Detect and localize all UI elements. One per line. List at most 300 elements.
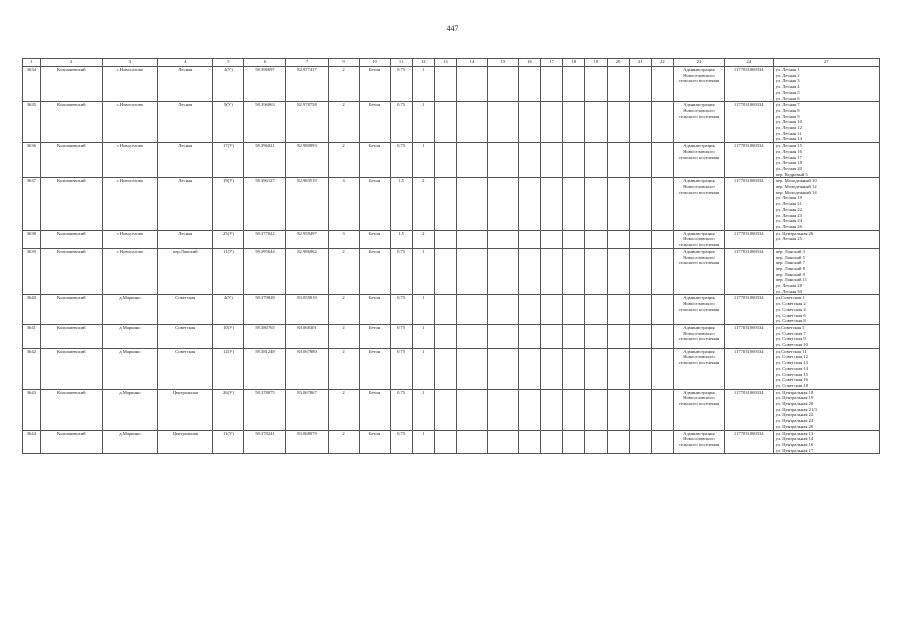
- address-line: ул. Лесная 7: [775, 102, 800, 108]
- address-line: ул. Лесная 15: [775, 143, 802, 149]
- empty-cell: [434, 143, 456, 178]
- empty-cell: [585, 324, 607, 348]
- address-line: ул. Лесная 4: [775, 84, 800, 90]
- bin-count-cell: 1: [412, 143, 434, 178]
- empty-cell: [487, 102, 518, 143]
- address-line: ул. Лесная 5: [775, 89, 800, 95]
- district-cell: Колпашевский: [40, 324, 102, 348]
- address-line: ул. Центральная 24: [775, 418, 814, 424]
- served-addresses-cell: [773, 178, 879, 230]
- container-count-cell: 3: [328, 230, 359, 248]
- container-count-cell: 2: [328, 67, 359, 102]
- district-cell: Колпашевский: [40, 348, 102, 389]
- latitude-cell: 58.396063: [244, 102, 286, 143]
- empty-cell: [456, 430, 487, 454]
- street-cell: Лесная: [158, 102, 213, 143]
- ogrn-cell: 1177031069334: [724, 178, 773, 230]
- address-line: ул. Центральная 26: [775, 230, 814, 236]
- empty-cell: [456, 178, 487, 230]
- ogrn-cell: 1177031069334: [724, 295, 773, 325]
- area-cell: 1.5: [390, 178, 412, 230]
- empty-cell: [651, 67, 673, 102]
- settlement-cell: с.Новоселово: [102, 248, 157, 295]
- table-row: [23, 102, 880, 143]
- row-id-cell: 3643: [23, 389, 41, 430]
- empty-cell: [563, 348, 585, 389]
- settlement-cell: с.Новоселово: [102, 230, 157, 248]
- column-number-header: 22: [651, 59, 673, 67]
- district-cell: Колпашевский: [40, 430, 102, 454]
- house-cell: 10(У): [213, 324, 244, 348]
- longitude-cell: 83.068301: [286, 324, 328, 348]
- empty-cell: [434, 230, 456, 248]
- container-count-cell: 2: [328, 295, 359, 325]
- empty-cell: [585, 295, 607, 325]
- empty-cell: [434, 178, 456, 230]
- address-line: ул. Лесная 11: [775, 130, 802, 136]
- container-count-cell: 2: [328, 389, 359, 430]
- administration-cell: Администрация Новоселовского сельского поселения: [673, 324, 724, 348]
- street-cell: Лесная: [158, 67, 213, 102]
- address-line: ул. Центральная 22: [775, 412, 814, 418]
- empty-cell: [651, 430, 673, 454]
- latitude-cell: 58.380765: [244, 324, 286, 348]
- longitude-cell: 83.059019: [286, 295, 328, 325]
- empty-cell: [651, 324, 673, 348]
- served-addresses-cell: [773, 430, 879, 454]
- address-line: ул. Центральная 13: [775, 430, 814, 436]
- settlement-cell: с.Новоселово: [102, 178, 157, 230]
- empty-cell: [434, 248, 456, 295]
- empty-cell: [585, 102, 607, 143]
- ogrn-cell: 1177031069334: [724, 430, 773, 454]
- longitude-cell: 82.986962: [286, 248, 328, 295]
- area-cell: 0.75: [390, 67, 412, 102]
- column-number-header: 4: [158, 59, 213, 67]
- longitude-cell: 82.977417: [286, 67, 328, 102]
- column-number-header: 15: [487, 59, 518, 67]
- empty-cell: [434, 324, 456, 348]
- address-line: ул. Центральная 17: [775, 447, 814, 453]
- administration-cell: Администрация Новоселовского сельского поселения: [673, 295, 724, 325]
- ogrn-cell: 1177031069334: [724, 143, 773, 178]
- table-row: [23, 248, 880, 295]
- empty-cell: [541, 67, 563, 102]
- empty-cell: [585, 430, 607, 454]
- row-id-cell: 3637: [23, 178, 41, 230]
- empty-cell: [651, 389, 673, 430]
- served-addresses-cell: [773, 67, 879, 102]
- bin-count-cell: 1: [412, 348, 434, 389]
- empty-cell: [487, 324, 518, 348]
- latitude-cell: 58.396697: [244, 67, 286, 102]
- empty-cell: [487, 143, 518, 178]
- empty-cell: [629, 430, 651, 454]
- column-number-header: 27: [773, 59, 879, 67]
- empty-cell: [541, 389, 563, 430]
- empty-cell: [563, 67, 585, 102]
- address-line: ул. Лесная 3: [775, 78, 800, 84]
- district-cell: Колпашевский: [40, 67, 102, 102]
- area-cell: 0.75: [390, 348, 412, 389]
- administration-cell: Администрация Новоселовского сельского поселения: [673, 143, 724, 178]
- bin-count-cell: 1: [412, 389, 434, 430]
- administration-cell: Администрация Новоселовского сельского поселения: [673, 248, 724, 295]
- empty-cell: [585, 348, 607, 389]
- surface-material-cell: Бетон: [359, 230, 390, 248]
- empty-cell: [607, 178, 629, 230]
- administration-cell: Администрация Новоселовского сельского поселения: [673, 178, 724, 230]
- column-number-header: 6: [244, 59, 286, 67]
- address-line: пер. Ланский 5: [775, 254, 805, 260]
- address-line: ул. Центральная 18: [775, 389, 814, 395]
- empty-cell: [518, 178, 540, 230]
- empty-cell: [563, 143, 585, 178]
- surface-material-cell: Бетон: [359, 248, 390, 295]
- address-line: ул. Лесная 25: [775, 236, 802, 242]
- address-line: ул. Советская 7: [775, 330, 806, 336]
- address-line: ул. Лесная 21: [775, 201, 802, 207]
- latitude-cell: 58.378241: [244, 430, 286, 454]
- house-cell: 4(У): [213, 295, 244, 325]
- address-line: ул. Лесная 9: [775, 113, 800, 119]
- empty-cell: [585, 389, 607, 430]
- served-addresses-cell: [773, 389, 879, 430]
- bin-count-cell: 1: [412, 248, 434, 295]
- longitude-cell: 83.068079: [286, 430, 328, 454]
- row-id-cell: 3644: [23, 430, 41, 454]
- house-cell: 26(У): [213, 389, 244, 430]
- address-line: пер. Кедровый 5: [775, 171, 808, 177]
- address-line: ул. Центральная 19: [775, 395, 814, 401]
- settlement-cell: с.Новоселово: [102, 67, 157, 102]
- served-addresses-cell: [773, 295, 879, 325]
- address-line: ул. Лесная 6: [775, 95, 800, 101]
- address-line: ул. Центральная 20: [775, 401, 814, 407]
- empty-cell: [456, 295, 487, 325]
- empty-cell: [487, 348, 518, 389]
- address-line: ул. Советская 9: [775, 336, 806, 342]
- registry-table: [22, 58, 880, 454]
- empty-cell: [651, 143, 673, 178]
- empty-cell: [629, 178, 651, 230]
- empty-cell: [456, 67, 487, 102]
- empty-cell: [487, 248, 518, 295]
- empty-cell: [487, 389, 518, 430]
- bin-count-cell: 2: [412, 178, 434, 230]
- column-number-header: 14: [456, 59, 487, 67]
- row-id-cell: 3634: [23, 67, 41, 102]
- empty-cell: [563, 389, 585, 430]
- container-count-cell: 2: [328, 348, 359, 389]
- surface-material-cell: Бетон: [359, 178, 390, 230]
- empty-cell: [541, 178, 563, 230]
- house-cell: 2(У): [213, 67, 244, 102]
- empty-cell: [518, 389, 540, 430]
- served-addresses-cell: [773, 248, 879, 295]
- container-count-cell: 3: [328, 178, 359, 230]
- column-number-header: 19: [585, 59, 607, 67]
- house-cell: 11(У): [213, 248, 244, 295]
- empty-cell: [651, 102, 673, 143]
- address-line: ул. Центральная 21/3: [775, 406, 817, 412]
- address-line: ул. Советская 13: [775, 360, 808, 366]
- empty-cell: [629, 102, 651, 143]
- area-cell: 0.75: [390, 102, 412, 143]
- longitude-cell: 82.980893: [286, 143, 328, 178]
- empty-cell: [518, 102, 540, 143]
- column-number-header: 11: [390, 59, 412, 67]
- address-line: ул. Лесная 19: [775, 195, 802, 201]
- empty-cell: [518, 348, 540, 389]
- bin-count-cell: 1: [412, 102, 434, 143]
- address-line: ул. Советская 8: [775, 318, 806, 324]
- ogrn-cell: 1177031069334: [724, 389, 773, 430]
- column-number-header: 21: [629, 59, 651, 67]
- empty-cell: [456, 102, 487, 143]
- empty-cell: [541, 248, 563, 295]
- empty-cell: [607, 248, 629, 295]
- district-cell: Колпашевский: [40, 295, 102, 325]
- surface-material-cell: Бетон: [359, 143, 390, 178]
- table-row: [23, 324, 880, 348]
- row-id-cell: 3642: [23, 348, 41, 389]
- street-cell: Советская: [158, 295, 213, 325]
- district-cell: Колпашевский: [40, 102, 102, 143]
- column-number-header: 12: [412, 59, 434, 67]
- longitude-cell: 82.959497: [286, 230, 328, 248]
- administration-cell: Администрация Новоселовского сельского поселения: [673, 102, 724, 143]
- latitude-cell: 58.396127: [244, 178, 286, 230]
- house-cell: 11(У): [213, 430, 244, 454]
- surface-material-cell: Бетон: [359, 324, 390, 348]
- empty-cell: [518, 230, 540, 248]
- empty-cell: [456, 248, 487, 295]
- longitude-cell: 82.978758: [286, 102, 328, 143]
- empty-cell: [651, 295, 673, 325]
- surface-material-cell: Бетон: [359, 430, 390, 454]
- address-line: ул. Лесная 23: [775, 212, 802, 218]
- empty-cell: [651, 178, 673, 230]
- empty-cell: [563, 295, 585, 325]
- row-id-cell: 3636: [23, 143, 41, 178]
- house-cell: 19(У): [213, 178, 244, 230]
- address-line: пер. Ланский 7: [775, 260, 805, 266]
- row-id-cell: 3640: [23, 295, 41, 325]
- street-cell: Советская: [158, 348, 213, 389]
- address-line: ул.Советская 1: [775, 295, 805, 301]
- empty-cell: [629, 324, 651, 348]
- longitude-cell: 82.983519: [286, 178, 328, 230]
- street-cell: Центральная: [158, 389, 213, 430]
- table-row: [23, 295, 880, 325]
- district-cell: Колпашевский: [40, 389, 102, 430]
- address-line: ул. Советская 2: [775, 301, 806, 307]
- empty-cell: [629, 143, 651, 178]
- address-line: ул. Советская 12: [775, 354, 808, 360]
- ogrn-cell: 1177031069334: [724, 324, 773, 348]
- served-addresses-cell: [773, 324, 879, 348]
- address-line: ул. Советская 6: [775, 312, 806, 318]
- latitude-cell: 58.381248: [244, 348, 286, 389]
- empty-cell: [456, 143, 487, 178]
- empty-cell: [629, 67, 651, 102]
- empty-cell: [585, 67, 607, 102]
- container-count-cell: 2: [328, 324, 359, 348]
- address-line: ул. Центральная 16: [775, 442, 814, 447]
- address-line: пер. Ланский 3: [775, 248, 805, 254]
- empty-cell: [563, 102, 585, 143]
- empty-cell: [607, 67, 629, 102]
- empty-cell: [563, 230, 585, 248]
- empty-cell: [518, 324, 540, 348]
- address-line: ул. Лесная 2: [775, 72, 800, 78]
- address-line: пер. Молодежный 10: [775, 178, 817, 184]
- served-addresses-cell: [773, 348, 879, 389]
- column-number-header: 20: [607, 59, 629, 67]
- address-line: ул. Лесная 12: [775, 125, 802, 131]
- area-cell: 0.75: [390, 324, 412, 348]
- surface-material-cell: Бетон: [359, 389, 390, 430]
- area-cell: 1.5: [390, 230, 412, 248]
- empty-cell: [434, 67, 456, 102]
- area-cell: 0.75: [390, 430, 412, 454]
- empty-cell: [487, 230, 518, 248]
- empty-cell: [518, 248, 540, 295]
- served-addresses-cell: [773, 102, 879, 143]
- column-number-header: 3: [102, 59, 157, 67]
- street-cell: Лесная: [158, 230, 213, 248]
- area-cell: 0.75: [390, 389, 412, 430]
- address-line: ул. Советская 4: [775, 306, 806, 312]
- empty-cell: [607, 295, 629, 325]
- address-line: ул. Лесная 28: [775, 283, 802, 289]
- empty-cell: [434, 295, 456, 325]
- address-line: ул. Лесная 30: [775, 288, 802, 294]
- column-number-header: 13: [434, 59, 456, 67]
- address-line: пер. Молодежный 12: [775, 184, 817, 190]
- address-line: ул. Лесная 18: [775, 160, 802, 166]
- ogrn-cell: 1177031069334: [724, 230, 773, 248]
- street-cell: Советская: [158, 324, 213, 348]
- container-count-cell: 2: [328, 248, 359, 295]
- district-cell: Колпашевский: [40, 143, 102, 178]
- empty-cell: [487, 178, 518, 230]
- surface-material-cell: Бетон: [359, 295, 390, 325]
- settlement-cell: с.Новоселово: [102, 102, 157, 143]
- table-row: [23, 67, 880, 102]
- empty-cell: [487, 295, 518, 325]
- address-line: ул. Лесная 16: [775, 148, 802, 154]
- empty-cell: [541, 102, 563, 143]
- column-number-header: 23: [673, 59, 724, 67]
- empty-cell: [541, 295, 563, 325]
- latitude-cell: 58.379828: [244, 295, 286, 325]
- empty-cell: [629, 295, 651, 325]
- address-line: ул. Лесная 17: [775, 154, 802, 160]
- empty-cell: [651, 248, 673, 295]
- page-number: 447: [446, 24, 459, 33]
- address-line: ул. Лесная 24: [775, 218, 802, 224]
- empty-cell: [518, 295, 540, 325]
- ogrn-cell: 1177031069334: [724, 102, 773, 143]
- latitude-cell: 58.396021: [244, 143, 286, 178]
- settlement-cell: д.Маркино: [102, 295, 157, 325]
- container-count-cell: 2: [328, 143, 359, 178]
- served-addresses-cell: [773, 230, 879, 248]
- settlement-cell: д.Маркино: [102, 324, 157, 348]
- address-line: ул. Советская 18: [775, 382, 808, 388]
- empty-cell: [607, 230, 629, 248]
- latitude-cell: 58.378875: [244, 389, 286, 430]
- container-count-cell: 2: [328, 102, 359, 143]
- row-id-cell: 3639: [23, 248, 41, 295]
- empty-cell: [456, 230, 487, 248]
- empty-cell: [541, 348, 563, 389]
- house-cell: 25(У): [213, 230, 244, 248]
- empty-cell: [487, 430, 518, 454]
- address-line: ул. Центральная 14: [775, 436, 814, 442]
- column-number-header: 5: [213, 59, 244, 67]
- table-row: [23, 430, 880, 454]
- empty-cell: [629, 348, 651, 389]
- empty-cell: [563, 248, 585, 295]
- bin-count-cell: 1: [412, 295, 434, 325]
- administration-cell: Администрация Новоселовского сельского поселения: [673, 348, 724, 389]
- address-line: ул. Советская 10: [775, 342, 808, 348]
- address-line: ул. Центральная 26: [775, 423, 814, 429]
- house-cell: 9(У): [213, 102, 244, 143]
- registry-body: [23, 67, 880, 454]
- street-cell: пер.Ланский: [158, 248, 213, 295]
- address-line: ул. Лесная 8: [775, 107, 800, 113]
- house-cell: 12(У): [213, 348, 244, 389]
- administration-cell: Администрация Новоселовского сельского поселения: [673, 67, 724, 102]
- longitude-cell: 83.067867: [286, 389, 328, 430]
- column-number-header: 18: [563, 59, 585, 67]
- column-number-row: [23, 59, 880, 67]
- empty-cell: [518, 143, 540, 178]
- container-count-cell: 2: [328, 430, 359, 454]
- administration-cell: Администрация Новоселовского сельского поселения: [673, 230, 724, 248]
- area-cell: 0.75: [390, 143, 412, 178]
- latitude-cell: 58.395644: [244, 248, 286, 295]
- empty-cell: [607, 102, 629, 143]
- address-line: ул. Советская 15: [775, 371, 808, 377]
- address-line: пер. Ланский 8: [775, 265, 805, 271]
- address-line: ул. Советская 14: [775, 365, 808, 371]
- column-number-header: 24: [724, 59, 773, 67]
- empty-cell: [607, 389, 629, 430]
- settlement-cell: д.Маркино: [102, 348, 157, 389]
- bin-count-cell: 2: [412, 230, 434, 248]
- empty-cell: [434, 430, 456, 454]
- address-line: пер. Ланский 9: [775, 271, 805, 277]
- ogrn-cell: 1177031069334: [724, 248, 773, 295]
- house-cell: 17(У): [213, 143, 244, 178]
- row-id-cell: 3641: [23, 324, 41, 348]
- surface-material-cell: Бетон: [359, 67, 390, 102]
- empty-cell: [456, 348, 487, 389]
- empty-cell: [585, 143, 607, 178]
- address-line: ул.Советская 5: [775, 324, 805, 330]
- empty-cell: [563, 430, 585, 454]
- empty-cell: [607, 348, 629, 389]
- table-row: [23, 389, 880, 430]
- address-line: ул. Лесная 10: [775, 119, 802, 125]
- bin-count-cell: 1: [412, 324, 434, 348]
- settlement-cell: д.Маркино: [102, 430, 157, 454]
